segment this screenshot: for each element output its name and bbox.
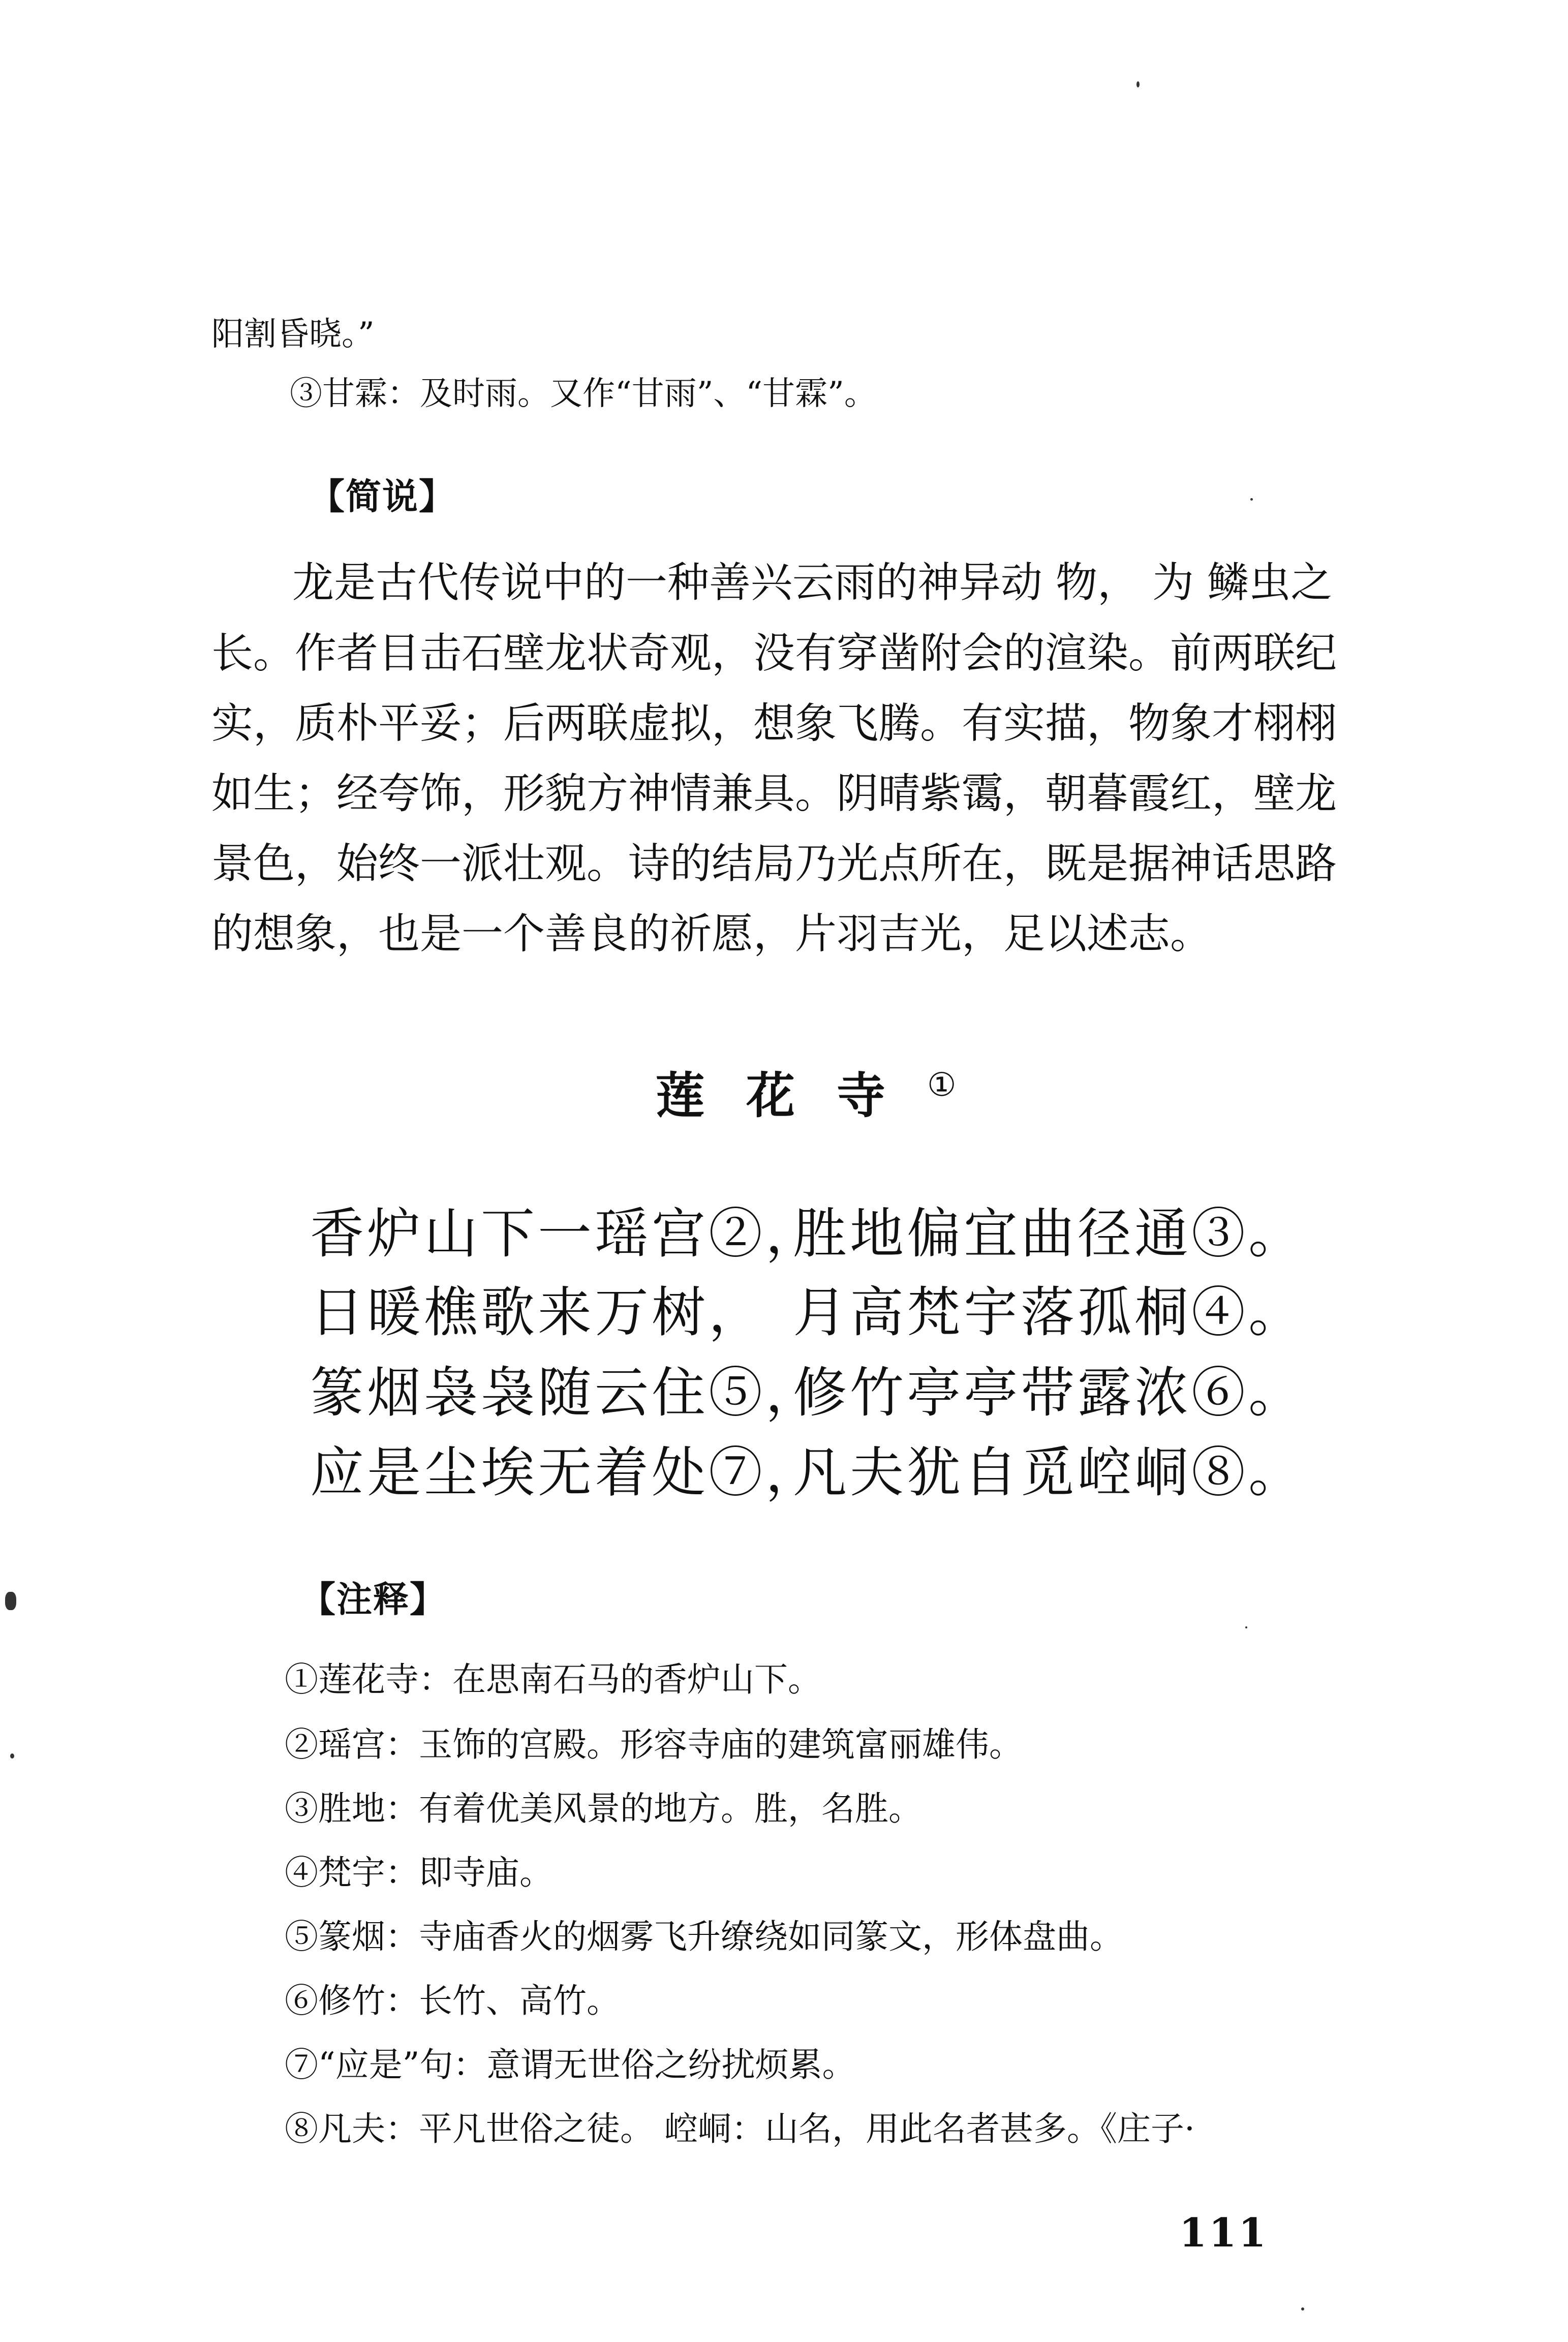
brief-line: 龙是古代传说中的一种善兴云雨的神异动 物， 为 鳞虫之 [292, 559, 1333, 607]
poem-line-first-half: 篆烟袅袅随云住⑤， [310, 1362, 822, 1424]
brief-line: 长。作者目击石壁龙状奇观，没有穿凿附会的渲染。前两联纪 [211, 629, 1337, 677]
scan-speck [1136, 81, 1140, 87]
brief-line: 的想象，也是一个善良的祈愿，片羽吉光，足以述志。 [211, 910, 1212, 958]
note-item-ganlin: ③甘霖：及时雨。又作“甘雨”、“甘霖”。 [290, 375, 877, 413]
brief-line: 景色，始终一派壮观。诗的结局乃光点所在，既是据神话思路 [211, 840, 1337, 888]
poem-line-second-half: 修竹亭亭带露浓⑥。 [793, 1362, 1305, 1424]
scan-speck [10, 1753, 14, 1759]
brief-line: 实，质朴平妥；后两联虚拟，想象飞腾。有实描，物象才栩栩 [211, 699, 1337, 748]
poem-line-second-half: 凡夫犹自觅崆峒⑧。 [793, 1441, 1305, 1504]
scan-speck [1301, 2307, 1304, 2310]
poem-line-first-half: 应是尘埃无着处⑦， [310, 1441, 822, 1504]
brief-line: 如生；经夸饰，形貌方神情兼具。阴晴紫霭，朝暮霞红，壁龙 [211, 769, 1337, 818]
note-item: ③胜地：有着优美风景的地方。胜，名胜。 [285, 1789, 922, 1828]
scan-speck [1245, 1626, 1247, 1628]
note-item: ④梵宇：即寺庙。 [285, 1853, 553, 1892]
poem-line [310, 1441, 1305, 1504]
poem-line [310, 1281, 1305, 1344]
poem-line [310, 1203, 1305, 1265]
poem-line-second-half: 胜地偏宜曲径通③。 [793, 1203, 1305, 1265]
note-item: ⑧凡夫：平凡世俗之徒。 崆峒：山名，用此名者甚多。《庄子· [285, 2109, 1195, 2148]
poem-title [656, 1066, 957, 1124]
note-item: ⑦“应是”句：意谓无世俗之纷扰烦累。 [285, 2045, 856, 2084]
note-item: ②瑶宫：玉饰的宫殿。形容寺庙的建筑富丽雄伟。 [285, 1725, 1023, 1764]
poem-title-text: 莲花寺 [656, 1067, 927, 1124]
brief-heading: 【简说】 [309, 476, 455, 517]
poem-line [310, 1362, 1305, 1424]
scan-speck [5, 1592, 16, 1610]
note-item: ⑥修竹：长竹、高竹。 [285, 1981, 620, 2020]
poem-title-note-mark: ① [927, 1066, 957, 1104]
continuation-line: 阳割昏晓。” [211, 316, 375, 353]
note-item: ①莲花寺：在思南石马的香炉山下。 [285, 1660, 821, 1699]
poem-line-first-half: 香炉山下一瑶宫②， [310, 1203, 822, 1265]
notes-heading: 【注释】 [300, 1579, 446, 1620]
note-item: ⑤篆烟：寺庙香火的烟雾飞升缭绕如同篆文，形体盘曲。 [285, 1917, 1123, 1956]
page-number: 111 [1179, 2210, 1268, 2256]
poem-line-first-half: 日暖樵歌来万树， [310, 1281, 765, 1344]
poem-line-second-half: 月高梵宇落孤桐④。 [793, 1281, 1305, 1344]
scan-speck [1250, 498, 1253, 501]
